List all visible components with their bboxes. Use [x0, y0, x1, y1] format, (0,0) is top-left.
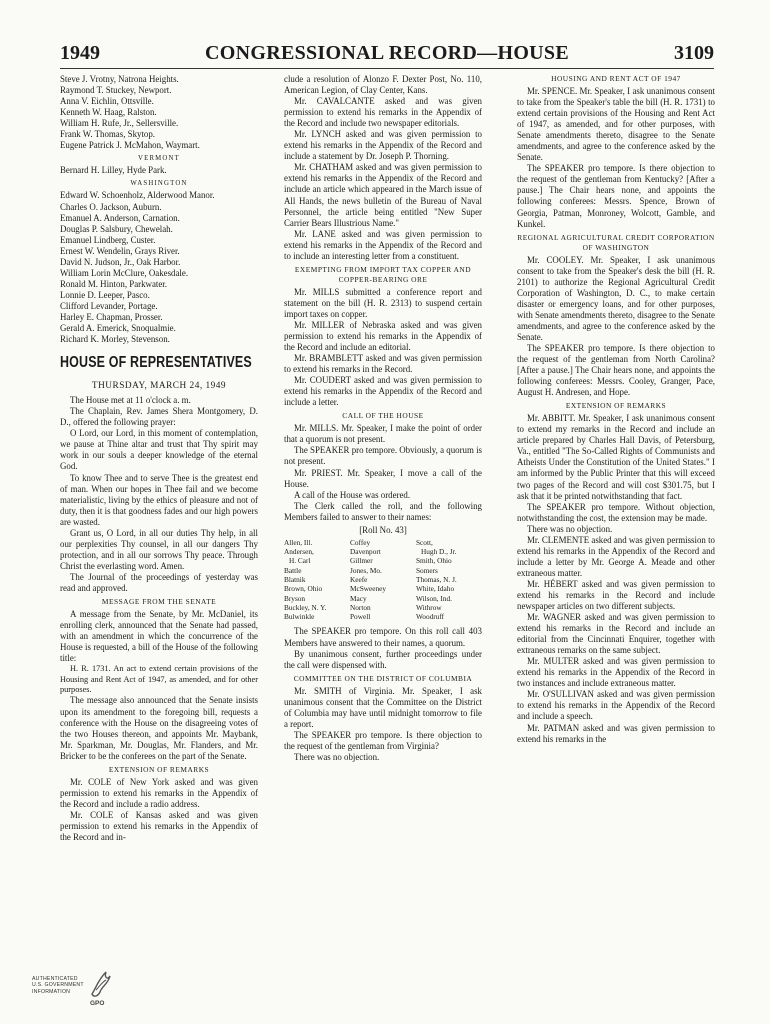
section-caption: COMMITTEE ON THE DISTRICT OF COLUMBIA	[293, 673, 473, 683]
section-caption: EXEMPTING FROM IMPORT TAX COPPER AND COPPER-BEARING ORE	[294, 264, 472, 284]
list-item: Clifford Levander, Portage.	[60, 300, 158, 311]
list-item: Richard K. Morley, Stevenson.	[60, 334, 170, 345]
seal-line: U.S. GOVERNMENT	[32, 982, 84, 989]
roll-call-column	[284, 538, 350, 622]
list-item: Emanuel A. Anderson, Carnation.	[60, 212, 180, 223]
postmaster-list-b	[60, 165, 258, 176]
roll-name: Gillmer	[350, 556, 373, 566]
paragraph: Mr. CLEMENTE asked and was given permission to extend his remarks in the Appendix of the Record and include a letter by Mr. George A. Meade and other extraneous matter.	[517, 534, 715, 578]
paragraph: The SPEAKER pro tempore. Is there objection to the request of the gentleman from Kentucky? [After a pause.] The Chair hears none, and appoints the following conferees: Messrs. Spence, Brown of Georgia, Patman, Monroney, Wolcott, Gamble, and Kunkel.	[517, 163, 715, 229]
roll-call-title: [Roll No. 43]	[359, 524, 407, 535]
roll-name: Norton	[350, 602, 371, 612]
roll-name: Coffey	[350, 537, 371, 547]
header-year: 1949	[60, 42, 100, 64]
seal-text	[32, 976, 84, 995]
header-page-number: 3109	[674, 42, 714, 64]
paragraph: Mr. COLE of New York asked and was given permission to extend his remarks in the Appendix of the Record and include a radio address.	[60, 776, 258, 809]
seal-line: AUTHENTICATED	[32, 976, 78, 982]
roll-name: H. Carl	[289, 556, 311, 566]
section-caption: HOUSING AND RENT ACT OF 1947	[551, 74, 681, 83]
paragraph: A message from the Senate, by Mr. McDaniel, its enrolling clerk, announced that the Senate had passed, with an amendment in which the concurrence of the House is requested, a bill of the House of the following title:	[60, 609, 258, 664]
roll-name: Brown, Ohio	[284, 584, 323, 594]
list-item: Raymond T. Stuckey, Newport.	[60, 85, 172, 96]
roll-name: Thomas, N. J.	[416, 574, 457, 584]
paragraph: A call of the House was ordered.	[294, 489, 411, 500]
roll-name: Woodruff	[416, 612, 445, 622]
paragraph: Mr. CHATHAM asked and was given permission to extend his remarks in the Appendix of the Record and include an article which appeared in the March issue of All Hands, the news bulletin of the Bureau of Naval Personnel, the article being entitled "New Super Carrier Bears Illustrious Name."	[284, 162, 482, 228]
page-header	[60, 42, 714, 68]
paragraph: The House met at 11 o'clock a. m.	[70, 395, 191, 406]
paragraph: The Clerk called the roll, and the following Members failed to answer to their names:	[284, 500, 482, 522]
eagle-icon	[88, 968, 112, 1000]
section-caption: CALL OF THE HOUSE	[342, 411, 424, 421]
paragraph: Mr. LYNCH asked and was given permission to extend his remarks in the Appendix of the Record and include a statement by Dr. Joseph P. Thorning.	[284, 129, 482, 162]
list-item: Frank W. Thomas, Skytop.	[60, 129, 156, 140]
roll-name: Allen, Ill.	[284, 537, 313, 547]
seal-line: INFORMATION	[32, 988, 71, 995]
paragraph: Mr. PRIEST. Mr. Speaker, I move a call of the House.	[284, 467, 482, 489]
paragraph: Mr. COUDERT asked and was given permission to extend his remarks in the Appendix of the Record and include a letter.	[284, 375, 482, 408]
paragraph: Mr. MILLS. Mr. Speaker, I make the point of order that a quorum is not present.	[284, 423, 482, 445]
prayer-paragraph: Grant us, O Lord, in all our duties Thy help, in all our perplexities Thy counsel, in all our dangers Thy protection, and in all our sorrows Thy peace. Through Christ the everlasting word. Amen.	[60, 527, 258, 571]
roll-name: Powell	[350, 612, 371, 622]
roll-name: Battle	[284, 565, 302, 575]
header-title: CONGRESSIONAL RECORD—HOUSE	[205, 42, 569, 64]
paragraph: Mr. PATMAN asked and was given permission to extend his remarks in the	[517, 722, 715, 744]
seal-gpo-label: GPO	[90, 1000, 105, 1007]
paragraph: Mr. COOLEY. Mr. Speaker, I ask unanimous consent to take from the Speaker's desk the bill (H. R. 2101) to authorize the Regional Agricultural Credit Corporation of Washington, D. C., to make certain disaster or emergency loans, and for other purposes, with Senate amendments thereto, disagree to the Senate amendments, and agree to the conference asked by the Senate.	[517, 254, 715, 342]
list-item: William Lorin McClure, Oakesdale.	[60, 267, 189, 278]
roll-name: McSweeney	[350, 584, 387, 594]
paragraph: Mr. MULTER asked and was given permission to extend his remarks in the Appendix of the Record in two instances and include extraneous matter.	[517, 656, 715, 689]
postmaster-list-a	[60, 74, 258, 151]
list-item: Kenneth W. Haag, Ralston.	[60, 107, 157, 118]
roll-call-column	[350, 538, 416, 622]
paragraph: By unanimous consent, further proceedings under the call were dispensed with.	[284, 648, 482, 670]
roll-name: Bulwinkle	[284, 612, 315, 622]
list-item: Eugene Patrick J. McMahon, Waymart.	[60, 140, 200, 151]
paragraph: Mr. LANE asked and was given permission to extend his remarks in the Appendix of the Record and to include an interesting letter from a constituent.	[284, 228, 482, 261]
state-heading-washington: WASHINGTON	[130, 180, 188, 188]
session-date: THURSDAY, MARCH 24, 1949	[91, 381, 227, 392]
list-item: Ernest W. Wendelin, Grays River.	[60, 245, 180, 256]
roll-name: Jones, Mo.	[350, 565, 382, 575]
list-item: Edward W. Schoenholz, Alderwood Manor.	[60, 190, 215, 201]
section-caption: MESSAGE FROM THE SENATE	[101, 597, 217, 607]
paragraph: Mr. WAGNER asked and was given permission to extend his remarks in the Record and include an editorial from the Cincinnati Enquirer, together with extraneous remarks on the same subject.	[517, 612, 715, 656]
list-item: Gerald A. Emerick, Snoqualmie.	[60, 323, 176, 334]
roll-name: Smith, Ohio	[416, 556, 452, 566]
list-item: Bernard H. Lilley, Hyde Park.	[60, 165, 167, 176]
paragraph: The Journal of the proceedings of yesterday was read and approved.	[60, 571, 258, 593]
list-item: Emanuel Lindberg, Custer.	[60, 234, 156, 245]
list-item: Douglas P. Salsbury, Chewelah.	[60, 223, 173, 234]
postmaster-list-c	[60, 190, 258, 345]
roll-name: Wilson, Ind.	[416, 593, 452, 603]
list-item: Charles O. Jackson, Auburn.	[60, 201, 162, 212]
paragraph: Mr. MILLS submitted a conference report and statement on the bill (H. R. 2313) to suspend certain import taxes on copper.	[284, 286, 482, 319]
paragraph: There was no objection.	[527, 523, 613, 534]
paragraph: Mr. BRAMBLETT asked and was given permission to extend his remarks in the Record.	[284, 353, 482, 375]
list-item: David N. Judson, Jr., Oak Harbor.	[60, 256, 181, 267]
list-item: Anna V. Eichlin, Ottsville.	[60, 96, 154, 107]
house-heading: HOUSE OF REPRESENTATIVES	[60, 354, 252, 372]
roll-name: White, Idaho	[416, 584, 455, 594]
roll-name: Buckley, N. Y.	[284, 602, 327, 612]
list-item: Steve J. Vrotny, Natrona Heights.	[60, 74, 179, 84]
roll-name: Hugh D., Jr.	[421, 547, 457, 557]
paragraph: The SPEAKER pro tempore. On this roll call 403 Members have answered to their names, a quorum.	[284, 626, 482, 648]
section-caption: EXTENSION OF REMARKS	[565, 401, 667, 411]
roll-name: Davenport	[350, 547, 381, 557]
column-2	[284, 74, 482, 763]
paragraph: Mr. CAVALCANTE asked and was given permission to extend his remarks in the Appendix of the Record and include two newspaper editorials.	[284, 96, 482, 129]
paragraph: Mr. SPENCE. Mr. Speaker, I ask unanimous consent to take from the Speaker's table the bill (H. R. 1731) to extend certain provisions of the Housing and Rent Act of 1947, as amended, and for other purposes, with Senate amendments thereto, disagree to the Senate amendments, and agree to the conference asked by the Senate.	[517, 86, 715, 163]
prayer-paragraph: To know Thee and to serve Thee is the greatest end of man. When our hopes in Thee fail and we become materialistic, living by the ethics of pleasure and not of duty, then it is that goodness fades and our high powers are wasted.	[60, 472, 258, 527]
paragraph: There was no objection.	[294, 751, 380, 762]
paragraph: Mr. COLE of Kansas asked and was given permission to extend his remarks in the Appendix of the Record and in-	[60, 809, 258, 842]
paragraph: Mr. HÉBERT asked and was given permission to extend his remarks in the Record and include newspaper articles on two different subjects.	[517, 578, 715, 612]
paragraph: Mr. O'SULLIVAN asked and was given permission to extend his remarks in the Appendix of the Record and include a speech.	[517, 689, 715, 722]
header-rule	[60, 68, 714, 69]
column-3	[517, 74, 715, 745]
prayer-paragraph: O Lord, our Lord, in this moment of contemplation, we pause at Thine altar and trust that Thy spirit may work in our souls a deeper knowledge of the eternal God.	[60, 428, 258, 472]
list-item: Lonnie D. Leeper, Pasco.	[60, 289, 150, 300]
paragraph: H. R. 1731. An act to extend certain provisions of the Housing and Rent Act of 1947, as amended, and for other purposes.	[60, 664, 258, 695]
roll-call-column	[416, 538, 482, 622]
roll-name: Keefe	[350, 574, 368, 584]
roll-call-table	[284, 538, 482, 622]
paragraph: The SPEAKER pro tempore. Is there objection to the request of the gentleman from North Carolina? [After a pause.] The Chair hears none, and appoints the following conferees: Messrs. Cooley, Granger, Pace, August H. Andresen, and Hope.	[517, 342, 715, 398]
state-heading-vermont: VERMONT	[137, 155, 180, 163]
roll-name: Scott,	[416, 537, 433, 547]
paragraph: The SPEAKER pro tempore. Is there objection to the request of the gentleman from Virginia?	[284, 729, 482, 751]
roll-name: Bryson	[284, 593, 306, 603]
gpo-authentication-seal	[32, 968, 112, 1012]
roll-name: Somers	[416, 565, 438, 575]
paragraph: Mr. ABBITT. Mr. Speaker, I ask unanimous consent to extend my remarks in the Record and include an article prepared by Charles Hall Davis, of Petersburg, Va., entitled "The So-Called Rights of Communists and Atheists Under the Constitution of the United States." I am informed by the Public Printer that this will exceed two pages of the Record and will cost $301.75, but I ask that it be printed notwithstanding that fact.	[517, 413, 715, 501]
roll-name: Andersen,	[284, 547, 314, 557]
list-item: William H. Rufe, Jr., Sellersville.	[60, 118, 179, 129]
roll-name: Macy	[350, 593, 367, 603]
paragraph: Mr. MILLER of Nebraska asked and was given permission to extend his remarks in the Appendix of the Record and include an editorial.	[284, 319, 482, 353]
paragraph: clude a resolution of Alonzo F. Dexter Post, No. 110, American Legion, of Clay Center, Kans.	[284, 74, 482, 96]
list-item: Ronald M. Hinton, Parkwater.	[60, 278, 167, 289]
paragraph: The Chaplain, Rev. James Shera Montgomery, D. D., offered the following prayer:	[60, 406, 258, 428]
column-1	[60, 74, 258, 843]
paragraph: The SPEAKER pro tempore. Obviously, a quorum is not present.	[284, 445, 482, 467]
section-caption: REGIONAL AGRICULTURAL CREDIT CORPORATION OF WASHINGTON	[517, 232, 715, 252]
paragraph: The SPEAKER pro tempore. Without objection, notwithstanding the cost, the extension may be made.	[517, 501, 715, 523]
roll-name: Withrow	[416, 602, 442, 612]
list-item: Harley E. Chapman, Prosser.	[60, 311, 163, 322]
paragraph: The message also announced that the Senate insists upon its amendment to the foregoing bill, requests a conference with the House on the disagreeing votes of the two Houses thereon, and appoints Mr. Maybank, Mr. Sparkman, Mr. Douglas, Mr. Flanders, and Mr. Bricker to be the conferees on the part of the Senate.	[60, 695, 258, 761]
roll-name: Blatnik	[284, 574, 306, 584]
section-caption: EXTENSION OF REMARKS	[108, 764, 210, 774]
paragraph: Mr. SMITH of Virginia. Mr. Speaker, I ask unanimous consent that the Committee on the District of Columbia may have until midnight tomorrow to file a report.	[284, 685, 482, 729]
